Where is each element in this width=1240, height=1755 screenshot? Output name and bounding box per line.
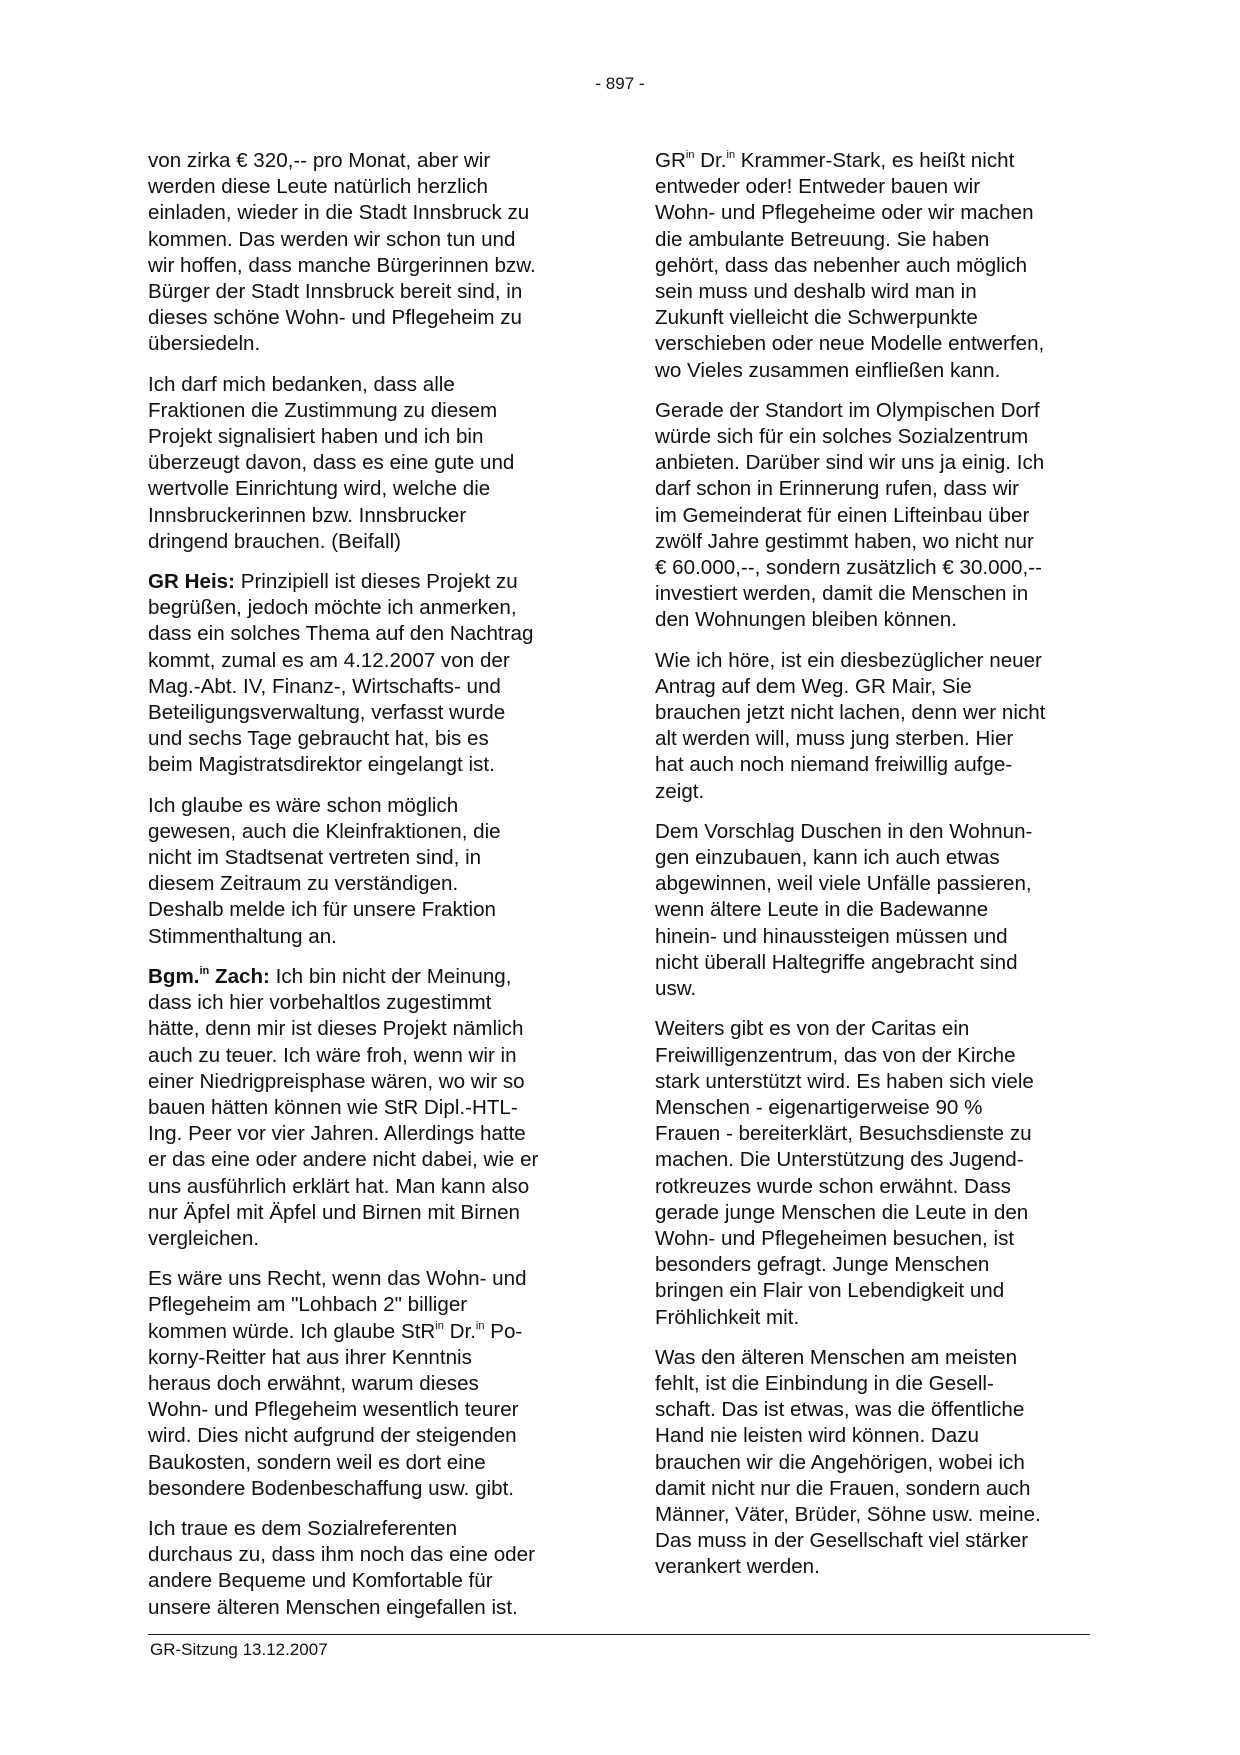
paragraph-line: nicht im Stadtsenat vertreten sind, in <box>148 846 482 870</box>
paragraph-line: von zirka € 320,-- pro Monat, aber wir <box>148 149 491 172</box>
paragraph <box>148 148 588 358</box>
paragraph-line: Freiwilligenzentrum, das von der Kirche <box>655 1043 1016 1067</box>
paragraph <box>655 1345 1095 1581</box>
paragraph-line: bringen ein Flair von Lebendigkeit und <box>655 1279 1005 1303</box>
paragraph-line: zeigt. <box>655 779 705 803</box>
paragraph-line: verschieben oder neue Modelle entwerfen, <box>655 332 1045 356</box>
paragraph-line: abgewinnen, weil viele Unfälle passieren, <box>655 872 1032 896</box>
paragraph-line: nicht überall Haltegriffe angebracht sind <box>655 950 1018 974</box>
left-column <box>148 148 588 1635</box>
paragraph-line: brauchen jetzt nicht lachen, denn wer nicht <box>655 701 1046 725</box>
paragraph-line: Fröhlichkeit mit. <box>655 1305 800 1329</box>
paragraph-line: dass ich hier vorbehaltlos zugestimmt <box>148 991 492 1015</box>
paragraph-line: uns ausführlich erklärt hat. Man kann also <box>148 1174 530 1198</box>
paragraph-line: durchaus zu, dass ihm noch das eine oder <box>148 1543 535 1567</box>
paragraph-line: Weiters gibt es von der Caritas ein <box>655 1017 970 1041</box>
paragraph-line: hinein- und hinaussteigen müssen und <box>655 924 1008 948</box>
paragraph-line: Zukunft vielleicht die Schwerpunkte <box>655 306 978 330</box>
paragraph <box>148 793 588 950</box>
paragraph-line: anbieten. Darüber sind wir uns ja einig. Ich <box>655 451 1045 475</box>
paragraph-line: hat auch noch niemand freiwillig aufge- <box>655 753 1013 777</box>
paragraph-line: alt werden will, muss jung sterben. Hier <box>655 727 1014 751</box>
paragraph-line: vergleichen. <box>148 1226 260 1250</box>
paragraph-line: Frauen - bereiterklärt, Besuchsdienste zu <box>655 1122 1032 1146</box>
paragraph-line: Antrag auf dem Weg. GR Mair, Sie <box>655 674 972 698</box>
paragraph-line: investiert werden, damit die Menschen in <box>655 582 1029 606</box>
paragraph-line: Wohn- und Pflegeheimen besuchen, ist <box>655 1226 1015 1250</box>
page-number: - 897 - <box>595 74 645 93</box>
paragraph-line: Männer, Väter, Brüder, Söhne usw. meine. <box>655 1502 1041 1526</box>
paragraph-line: Innsbruckerinnen bzw. Innsbrucker <box>148 503 467 527</box>
speaker-name: Bgm.$^{in}$ Zach: <box>148 964 270 988</box>
paragraph-line: einer Niedrigpreisphase wären, wo wir so <box>148 1069 525 1093</box>
right-column <box>655 148 1095 1595</box>
paragraph-line: Projekt signalisiert haben und ich bin <box>148 425 484 449</box>
paragraph-line: machen. Die Unterstützung des Jugend- <box>655 1148 1024 1172</box>
paragraph-line: Hand nie leisten wird können. Dazu <box>655 1424 979 1448</box>
paragraph-line: Es wäre uns Recht, wenn das Wohn- und <box>148 1267 527 1291</box>
paragraph-line: heraus doch erwähnt, warum dieses <box>148 1371 479 1395</box>
paragraph <box>655 648 1095 805</box>
paragraph-line: verankert werden. <box>655 1555 820 1579</box>
paragraph-line: überzeugt davon, dass es eine gute und <box>148 451 515 475</box>
paragraph-line: dass ein solches Thema auf den Nachtrag <box>148 622 534 646</box>
paragraph-line: die ambulante Betreuung. Sie haben <box>655 227 990 251</box>
paragraph-line: Das muss in der Gesellschaft viel stärker <box>655 1529 1029 1553</box>
paragraph-line: Fraktionen die Zustimmung zu diesem <box>148 398 498 422</box>
footer-session-date: GR-Sitzung 13.12.2007 <box>150 1640 328 1659</box>
paragraph-line: Ich traue es dem Sozialreferenten <box>148 1516 458 1540</box>
paragraph-line-text: Ich bin nicht der Meinung, <box>269 964 512 988</box>
paragraph-line: Ich glaube es wäre schon möglich <box>148 793 459 817</box>
paragraph <box>148 372 588 555</box>
paragraph-line: $GR^{in}$ Dr.$^{in}$ Krammer-Stark, es heißt nicht <box>655 149 1015 172</box>
paragraph-line: Ich darf mich bedanken, dass alle <box>148 372 455 396</box>
paragraph-line: Menschen - eigenartigerweise 90 % <box>655 1095 983 1119</box>
paragraph <box>655 148 1095 384</box>
paragraph-line: und sechs Tage gebraucht hat, bis es <box>148 727 489 751</box>
paragraph-line: rotkreuzes wurde schon erwähnt. Dass <box>655 1174 1011 1198</box>
paragraph-line: wenn ältere Leute in die Badewanne <box>655 898 989 922</box>
paragraph-line: wo Vieles zusammen einfließen kann. <box>655 358 1001 382</box>
paragraph-line: bauen hätten können wie StR Dipl.-HTL- <box>148 1095 518 1119</box>
paragraph <box>655 1016 1095 1330</box>
paragraph-line-text: Prinzipiell ist dieses Projekt zu <box>234 570 518 594</box>
paragraph-line: werden diese Leute natürlich herzlich <box>148 175 488 199</box>
paragraph-line: besondere Bodenbeschaffung usw. gibt. <box>148 1476 515 1500</box>
paragraph-line: unsere älteren Menschen eingefallen ist. <box>148 1595 518 1619</box>
paragraph-line: usw. <box>655 977 697 1001</box>
paragraph <box>655 819 1095 1002</box>
paragraph-line: er das eine oder andere nicht dabei, wie er <box>148 1148 539 1172</box>
paragraph-line: im Gemeinderat für einen Lifteinbau über <box>655 503 1030 527</box>
paragraph-line: Mag.-Abt. IV, Finanz-, Wirtschafts- und <box>148 674 501 698</box>
paragraph-line: würde sich für ein solches Sozialzentrum <box>655 425 1029 449</box>
paragraph-line: Baukosten, sondern weil es dort eine <box>148 1450 486 1474</box>
paragraph-line: korny-Reitter hat aus ihrer Kenntnis <box>148 1345 472 1369</box>
paragraph-line: übersiedeln. <box>148 332 261 356</box>
paragraph-line: Stimmenthaltung an. <box>148 924 337 948</box>
paragraph-line: Beteiligungsverwaltung, verfasst wurde <box>148 701 506 725</box>
paragraph-line: diesem Zeitraum zu verständigen. <box>148 872 459 896</box>
paragraph-line: wertvolle Einrichtung wird, welche die <box>148 477 491 501</box>
paragraph-line: wird. Dies nicht aufgrund der steigenden <box>148 1424 517 1448</box>
paragraph-line: auch zu teuer. Ich wäre froh, wenn wir in <box>148 1043 517 1067</box>
paragraph-line: andere Bequeme und Komfortable für <box>148 1569 493 1593</box>
paragraph-line: besonders gefragt. Junge Menschen <box>655 1253 990 1277</box>
paragraph-line: gerade junge Menschen die Leute in den <box>655 1200 1029 1224</box>
paragraph-line <box>148 964 588 990</box>
paragraph-line: hätte, denn mir ist dieses Projekt nämlich <box>148 1017 524 1041</box>
paragraph-line: Gerade der Standort im Olympischen Dorf <box>655 398 1040 422</box>
paragraph-line: damit nicht nur die Frauen, sondern auch <box>655 1476 1031 1500</box>
paragraph <box>655 398 1095 634</box>
paragraph-line: zwölf Jahre gestimmt haben, wo nicht nur <box>655 529 1034 553</box>
paragraph-line: begrüßen, jedoch möchte ich anmerken, <box>148 596 517 620</box>
speaker-name: GR Heis: <box>148 570 235 594</box>
paragraph-zach <box>148 964 588 1252</box>
footer-divider <box>148 1634 1090 1635</box>
paragraph-line: Dem Vorschlag Duschen in den Wohnun- <box>655 819 1033 843</box>
paragraph-line: kommt, zumal es am 4.12.2007 von der <box>148 648 510 672</box>
paragraph-line: gen einzubauen, kann ich auch etwas <box>655 846 1000 870</box>
paragraph-line: schaft. Das ist etwas, was die öffentliche <box>655 1398 1025 1422</box>
paragraph-line: dieses schöne Wohn- und Pflegeheim zu <box>148 306 522 330</box>
paragraph-line: beim Magistratsdirektor eingelangt ist. <box>148 753 495 777</box>
paragraph <box>148 1266 588 1502</box>
paragraph-line: nur Äpfel mit Äpfel und Birnen mit Birnen <box>148 1200 521 1224</box>
paragraph-line: dringend brauchen. (Beifall) <box>148 529 401 553</box>
paragraph-line: gewesen, auch die Kleinfraktionen, die <box>148 819 501 843</box>
paragraph-line: den Wohnungen bleiben können. <box>655 608 957 632</box>
paragraph-line: brauchen wir die Angehörigen, wobei ich <box>655 1450 1025 1474</box>
paragraph-line: Wie ich höre, ist ein diesbezüglicher neuer <box>655 648 1042 672</box>
paragraph-line: entweder oder! Entweder bauen wir <box>655 175 981 199</box>
paragraph-line: sein muss und deshalb wird man in <box>655 280 977 304</box>
paragraph-line: kommen würde. Ich glaube StR$^{in}$ Dr.$^{in}$ Po- <box>148 1319 523 1343</box>
paragraph-line: gehört, dass das nebenher auch möglich <box>655 253 1028 277</box>
paragraph-line: Bürger der Stadt Innsbruck bereit sind, in <box>148 280 523 304</box>
paragraph-line <box>148 569 588 595</box>
paragraph-line: Ing. Peer vor vier Jahren. Allerdings hatte <box>148 1122 526 1146</box>
paragraph-line: wir hoffen, dass manche Bürgerinnen bzw. <box>148 253 536 277</box>
paragraph-line: darf schon in Erinnerung rufen, dass wir <box>655 477 1020 501</box>
paragraph-line: stark unterstützt wird. Es haben sich viele <box>655 1069 1034 1093</box>
paragraph-line: Deshalb melde ich für unsere Fraktion <box>148 898 496 922</box>
paragraph-line: Wohn- und Pflegeheim wesentlich teurer <box>148 1398 519 1422</box>
paragraph-line: Wohn- und Pflegeheime oder wir machen <box>655 201 1034 225</box>
paragraph-line: kommen. Das werden wir schon tun und <box>148 227 516 251</box>
paragraph-line: einladen, wieder in die Stadt Innsbruck zu <box>148 201 530 225</box>
paragraph-heis <box>148 569 588 779</box>
paragraph-line: € 60.000,--, sondern zusätzlich € 30.000,-- <box>655 556 1042 580</box>
paragraph-line: Pflegeheim am "Lohbach 2" billiger <box>148 1293 468 1317</box>
paragraph-line: Was den älteren Menschen am meisten <box>655 1345 1018 1369</box>
paragraph-line: fehlt, ist die Einbindung in die Gesell- <box>655 1371 994 1395</box>
paragraph <box>148 1516 588 1621</box>
